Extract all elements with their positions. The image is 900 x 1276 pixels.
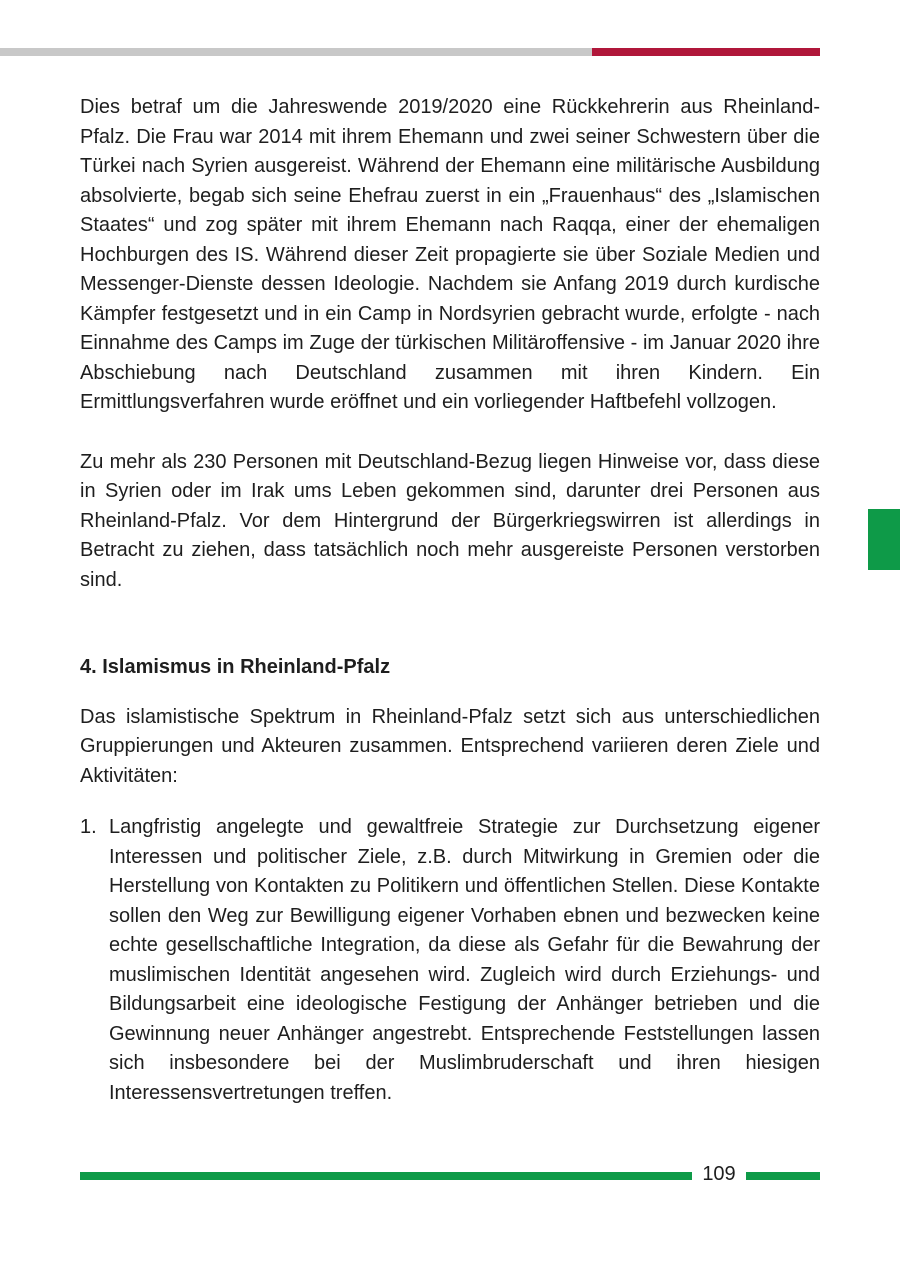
- footer-rule-left: [80, 1172, 692, 1180]
- page-content: [80, 93, 820, 1108]
- page-number: 109: [702, 1163, 736, 1185]
- list-item: [80, 813, 820, 1108]
- chapter-tab-marker: [868, 509, 900, 570]
- header-rule-red: [592, 48, 820, 56]
- footer-rule-right: [746, 1172, 820, 1180]
- list-item-text: Langfristig angelegte und gewaltfreie Strategie zur Durchsetzung eigener Interessen und politischer Ziele, z.B. durch Mitwirkung in Gremien oder die Herstellung von Kontakten zu Politikern und öffentlichen Stellen. Diese Kontakte sollen den Weg zur Bewilligung eigener Vorhaben ebnen und bezwecken keine echte gesellschaftliche Integration, da diese als Gefahr für die Bewahrung der muslimischen Identität angesehen wird. Zugleich wird durch Erziehungs- und Bildungsarbeit eine ideologische Festigung der Anhänger betrieben und die Gewinnung neuer Anhänger angestrebt. Entsprechende Feststellungen lassen sich insbesondere bei der Muslimbruderschaft und ihren hiesigen Interessensvertretungen treffen.: [109, 816, 820, 1104]
- paragraph-spectrum: Das islamistische Spektrum in Rheinland-Pfalz setzt sich aus unterschiedlichen Gruppierungen und Akteuren zusammen. Entsprechend variieren deren Ziele und Aktivitäten:: [80, 705, 820, 787]
- strategy-list: [80, 813, 820, 1108]
- list-item-number: 1.: [80, 816, 97, 838]
- paragraph-returnee: Dies betraf um die Jahreswende 2019/2020 eine Rückkehrerin aus Rheinland-Pfalz. Die Frau war 2014 mit ihrem Ehemann und zwei seiner Schwestern über die Türkei nach Syrien ausgereist. Während der Ehemann eine militärische Ausbildung absolvierte, begab sich seine Ehefrau zuerst in ein „Frauenhaus“ des „Islamischen Staates“ und zog später mit ihrem Ehemann nach Raqqa, einer der ehemaligen Hochburgen des IS. Während dieser Zeit propagierte sie über Soziale Medien und Messenger-Dienste dessen Ideologie. Nachdem sie Anfang 2019 durch kurdische Kämpfer festgesetzt und in ein Camp in Nordsyrien gebracht wurde, erfolgte - nach Einnahme des Camps im Zuge der türkischen Militäroffensive - im Januar 2020 ihre Abschiebung nach Deutschland zusammen mit ihren Kindern. Ein Ermittlungsverfahren wurde eröffnet und ein vorliegender Haftbefehl vollzogen.: [80, 96, 820, 413]
- section-heading: 4. Islamismus in Rheinland-Pfalz: [80, 656, 391, 678]
- header-rule-grey: [0, 48, 592, 56]
- paragraph-deceased: Zu mehr als 230 Personen mit Deutschland-Bezug liegen Hinweise vor, dass diese in Syrien oder im Irak ums Leben gekommen sind, darunter drei Personen aus Rheinland-Pfalz. Vor dem Hintergrund der Bürgerkriegswirren ist allerdings in Betracht zu ziehen, dass tatsächlich noch mehr ausgereiste Personen verstorben sind.: [80, 450, 820, 591]
